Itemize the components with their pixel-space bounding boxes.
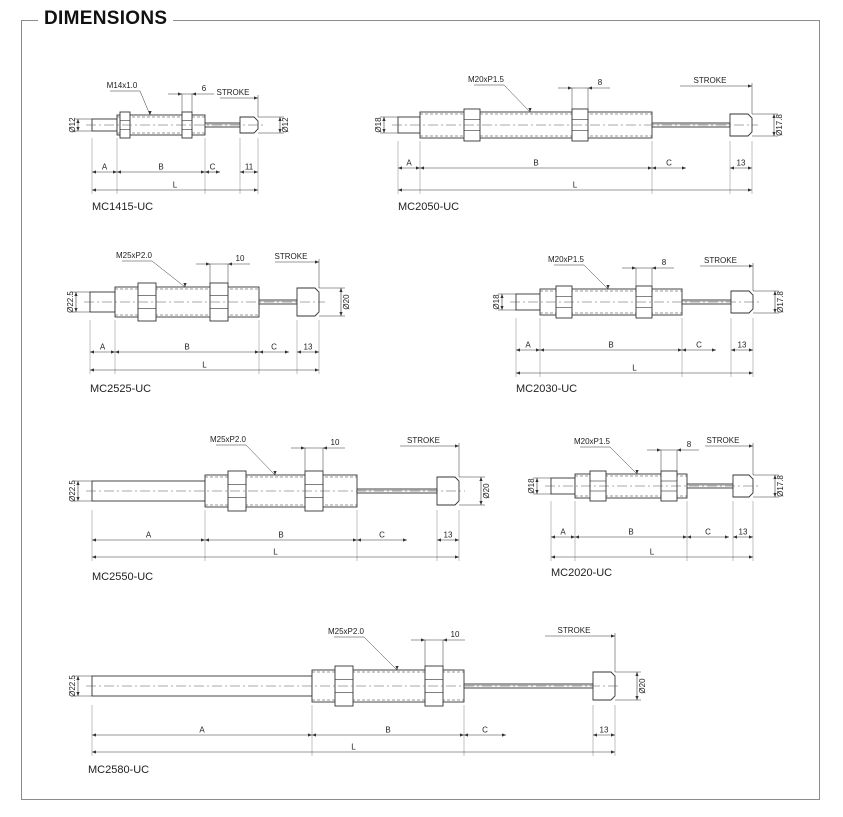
dimension-arrow	[606, 285, 609, 289]
dimension-arrow	[540, 348, 544, 351]
dimension-arrow	[315, 368, 319, 371]
dimension-arrow	[611, 634, 615, 637]
dimension-arrow	[312, 733, 316, 736]
dimension-label: A	[145, 530, 152, 540]
dimension-arrow	[398, 188, 402, 191]
absorber-drawing-mc2550-uc	[68, 435, 491, 583]
dimension-arrow	[205, 538, 209, 541]
dimension-label: B	[385, 725, 391, 735]
dimension-label: Ø17.8	[776, 475, 785, 497]
stroke-label: STROKE	[274, 252, 308, 261]
dimension-arrow	[588, 86, 592, 89]
dimension-label: A	[406, 158, 412, 168]
dimension-arrow	[749, 555, 753, 558]
dimension-arrow	[315, 350, 319, 353]
thread-callout: M14x1.0	[106, 81, 138, 90]
dimension-label: Ø17.8	[775, 114, 784, 136]
dimension-label: A	[101, 162, 108, 172]
dimension-arrow	[206, 262, 210, 265]
dimension-label: L	[572, 180, 578, 190]
dimension-arrow	[285, 350, 289, 353]
dimension-label: Ø12	[281, 117, 290, 133]
dimension-arrow	[92, 555, 96, 558]
dimension-arrow	[502, 733, 506, 736]
dimension-arrow	[455, 444, 459, 447]
dimension-label: C	[696, 340, 702, 350]
dimension-arrow	[339, 312, 342, 316]
leader-line	[140, 91, 150, 115]
dimension-label: 6	[201, 84, 207, 93]
dimension-arrow	[339, 288, 342, 292]
dimension-arrow	[254, 170, 258, 173]
dimension-label: 13	[738, 527, 748, 537]
dimension-label: 8	[661, 258, 667, 267]
dimension-arrow	[403, 538, 407, 541]
thread-callout: M20xP1.5	[573, 437, 611, 446]
dimension-arrow	[113, 170, 117, 173]
dimension-label: Ø22.5	[68, 480, 77, 502]
dimension-arrow	[678, 348, 682, 351]
dimension-arrow	[725, 535, 729, 538]
dimension-arrow	[111, 350, 115, 353]
dimension-arrow	[749, 371, 753, 374]
dimension-arrow	[632, 266, 636, 269]
dimension-label: C	[271, 342, 277, 352]
dimension-arrow	[749, 348, 753, 351]
dimension-label: Ø18	[527, 478, 536, 494]
dimension-arrow	[516, 371, 520, 374]
dimension-label: L	[172, 180, 178, 190]
dimension-arrow	[528, 108, 531, 112]
dimension-label: 13	[736, 158, 746, 168]
dimension-arrow	[201, 170, 205, 173]
dimension-arrow	[90, 350, 94, 353]
absorber-drawing-mc2030-uc	[492, 255, 785, 395]
dimension-arrow	[464, 733, 468, 736]
dimension-label: Ø20	[342, 294, 351, 310]
dimension-arrow	[455, 555, 459, 558]
dimension-arrow	[652, 266, 656, 269]
dimension-arrow	[593, 733, 597, 736]
dimension-arrow	[254, 96, 258, 99]
absorber-drawing-mc1415-uc	[68, 81, 290, 213]
dimension-label: C	[666, 158, 672, 168]
dimension-arrow	[148, 111, 151, 115]
dimension-label: B	[278, 530, 284, 540]
dimension-arrow	[749, 535, 753, 538]
dimension-arrow	[254, 188, 258, 191]
dimension-arrow	[683, 535, 687, 538]
dimension-arrow	[460, 733, 464, 736]
dimension-label: 8	[597, 78, 603, 87]
dimension-arrow	[301, 446, 305, 449]
thread-callout: M25xP2.0	[209, 435, 247, 444]
model-name: MC1415-UC	[92, 201, 154, 213]
dimension-arrow	[216, 170, 220, 173]
page-title: DIMENSIONS	[38, 8, 173, 30]
dimension-label: 11	[244, 162, 254, 172]
dimension-label: 10	[330, 438, 340, 447]
dimension-arrow	[648, 166, 652, 169]
dimension-label: L	[649, 547, 655, 557]
dimension-arrow	[479, 501, 482, 505]
dimension-arrow	[657, 448, 661, 451]
leader-line	[584, 265, 608, 289]
dimension-arrow	[575, 535, 579, 538]
dimension-arrow	[733, 535, 737, 538]
model-name: MC2030-UC	[516, 383, 578, 395]
dimension-label: B	[608, 340, 614, 350]
dimension-arrow	[421, 638, 425, 641]
model-name: MC2580-UC	[88, 764, 150, 776]
dimension-arrow	[117, 170, 121, 173]
dimension-arrow	[323, 446, 327, 449]
stroke-label: STROKE	[704, 256, 737, 265]
dimension-label: 10	[450, 630, 460, 639]
absorber-drawing-mc2050-uc	[374, 75, 784, 213]
dimension-label: L	[202, 360, 207, 370]
dimension-label: A	[99, 342, 106, 352]
dimension-label: Ø22.5	[68, 675, 77, 697]
dimension-arrow	[308, 733, 312, 736]
stroke-label: STROKE	[706, 436, 740, 445]
leader-line	[504, 85, 530, 112]
thread-callout: M25xP2.0	[115, 251, 153, 260]
dimension-arrow	[712, 348, 716, 351]
dimension-label: L	[351, 742, 356, 752]
leader-line	[610, 447, 637, 474]
dimension-label: 8	[686, 440, 692, 449]
stroke-label: STROKE	[216, 88, 250, 97]
dimension-arrow	[259, 350, 263, 353]
dimension-arrow	[420, 166, 424, 169]
dimension-arrow	[536, 348, 540, 351]
dimension-arrow	[273, 471, 276, 475]
dimension-arrow	[205, 170, 209, 173]
dimension-arrow	[551, 555, 555, 558]
leader-line	[364, 637, 397, 670]
dimension-label: Ø20	[482, 483, 491, 499]
dimension-arrow	[652, 166, 656, 169]
dimension-label: B	[533, 158, 539, 168]
dimension-arrow	[568, 86, 572, 89]
dimension-label: C	[482, 725, 488, 735]
dimension-arrow	[749, 444, 753, 447]
absorber-drawing-mc2525-uc	[66, 251, 351, 395]
stroke-label: STROKE	[407, 436, 440, 445]
dimension-arrow	[516, 348, 520, 351]
dimension-arrow	[92, 538, 96, 541]
dimension-label: 13	[303, 342, 313, 352]
leader-line	[152, 261, 185, 287]
dimension-arrow	[635, 696, 638, 700]
dimension-arrow	[416, 166, 420, 169]
dimension-arrow	[749, 264, 753, 267]
dimension-arrow	[115, 350, 119, 353]
leader-line	[246, 445, 275, 475]
dimension-arrow	[178, 92, 182, 95]
dimension-label: C	[209, 162, 216, 172]
stroke-label: STROKE	[693, 76, 727, 85]
dimension-arrow	[92, 733, 96, 736]
dimension-label: Ø12	[68, 117, 77, 133]
model-name: MC2525-UC	[90, 383, 152, 395]
dimension-arrow	[455, 538, 459, 541]
dimension-label: A	[199, 725, 205, 735]
dimension-arrow	[228, 262, 232, 265]
dimension-arrow	[635, 470, 638, 474]
dimension-label: Ø20	[638, 678, 647, 694]
thread-callout: M25xP2.0	[327, 627, 365, 636]
dimension-arrow	[90, 368, 94, 371]
dimension-arrow	[398, 166, 402, 169]
dimension-arrow	[748, 84, 752, 87]
dimension-arrow	[437, 538, 441, 541]
dimension-label: 13	[737, 340, 747, 350]
dimension-arrow	[201, 538, 205, 541]
stroke-label: STROKE	[557, 626, 591, 635]
absorber-drawing-mc2020-uc	[527, 436, 785, 579]
dimension-arrow	[315, 260, 319, 263]
dimension-label: B	[158, 162, 164, 172]
dimension-label: Ø17.8	[776, 291, 785, 313]
dimension-label: 13	[599, 725, 609, 735]
dimension-label: 13	[443, 530, 453, 540]
dimension-arrow	[748, 188, 752, 191]
dimension-arrow	[395, 666, 398, 670]
dimension-arrow	[571, 535, 575, 538]
model-name: MC2550-UC	[92, 571, 154, 583]
dimension-arrow	[92, 170, 96, 173]
dimension-arrow	[611, 733, 615, 736]
dimension-arrow	[240, 170, 244, 173]
dimension-label: L	[632, 363, 637, 373]
dimension-arrow	[357, 538, 361, 541]
dimension-arrow	[731, 348, 735, 351]
dimension-arrow	[682, 348, 686, 351]
dimension-arrow	[677, 448, 681, 451]
dimension-arrow	[635, 672, 638, 676]
dimension-arrow	[92, 188, 96, 191]
dimension-arrow	[551, 535, 555, 538]
dimension-arrow	[611, 750, 615, 753]
dimension-arrow	[730, 166, 734, 169]
piston-rod	[682, 300, 731, 304]
dimension-label: Ø18	[492, 294, 501, 310]
dimension-label: A	[525, 340, 531, 350]
dimension-arrow	[92, 750, 96, 753]
thread-callout: M20xP1.5	[467, 75, 505, 84]
dimension-arrow	[443, 638, 447, 641]
dimension-label: Ø22.5	[66, 291, 75, 313]
dimension-label: B	[184, 342, 190, 352]
dimension-arrow	[682, 166, 686, 169]
dimension-label: L	[273, 547, 278, 557]
dimension-arrow	[748, 166, 752, 169]
absorber-drawing-mc2580-uc	[68, 626, 647, 776]
thread-callout: M20xP1.5	[547, 255, 585, 264]
dimension-label: Ø18	[374, 117, 383, 133]
dimension-arrow	[192, 92, 196, 95]
dimension-label: B	[628, 527, 634, 537]
dimension-arrow	[479, 477, 482, 481]
dimension-label: C	[705, 527, 711, 537]
model-name: MC2020-UC	[551, 567, 613, 579]
dimension-arrow	[297, 350, 301, 353]
dimension-label: C	[379, 530, 385, 540]
dimension-arrow	[255, 350, 259, 353]
model-name: MC2050-UC	[398, 201, 460, 213]
dimension-label: 10	[235, 254, 245, 263]
dimension-arrow	[353, 538, 357, 541]
dimension-label: A	[560, 527, 566, 537]
dimension-arrow	[687, 535, 691, 538]
